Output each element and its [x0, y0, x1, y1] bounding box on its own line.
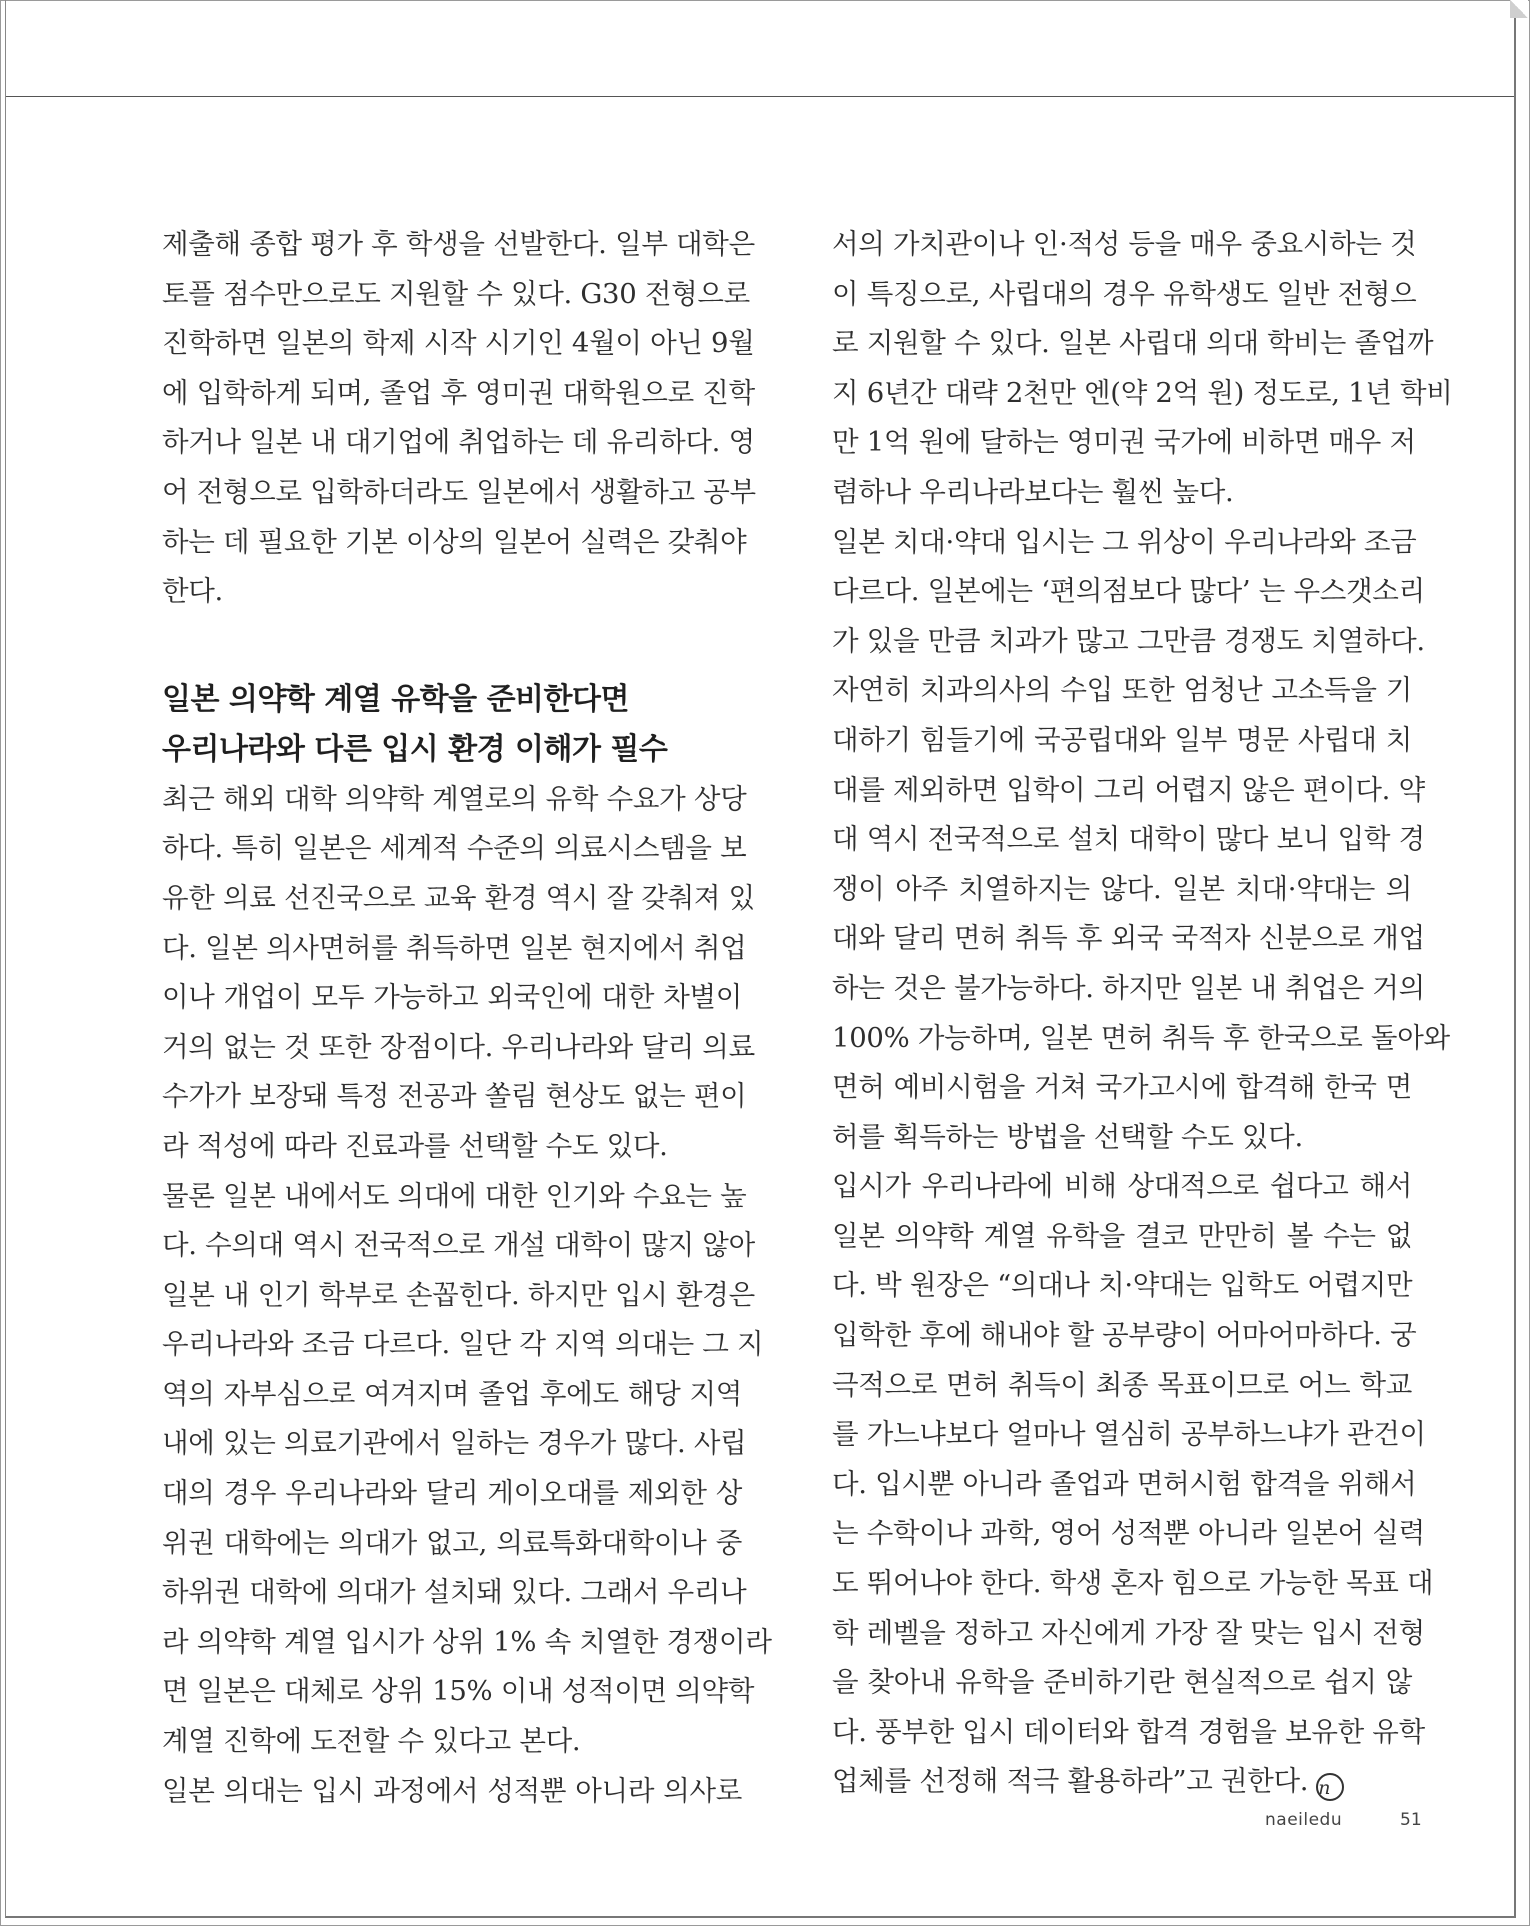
text-line: 쟁이 아주 치열하지는 않다. 일본 치대·약대는 의	[832, 872, 1412, 905]
text-line: 이나 개업이 모두 가능하고 외국인에 대한 차별이	[162, 981, 742, 1014]
text-line: 라 의약학 계열 입시가 상위 1% 속 치열한 경쟁이라	[162, 1625, 772, 1658]
text-line: 일본 의약학 계열 유학을 결코 만만히 볼 수는 없	[832, 1219, 1412, 1252]
text-line: 물론 일본 내에서도 의대에 대한 인기와 수요는 높	[162, 1179, 747, 1212]
text-line: 학 레벨을 정하고 자신에게 가장 잘 맞는 입시 전형	[832, 1616, 1425, 1649]
paragraph	[162, 220, 756, 617]
text-line: 일본 의대는 입시 과정에서 성적뿐 아니라 의사로	[162, 1774, 742, 1807]
text-line: 100% 가능하며, 일본 면허 취득 후 한국으로 돌아와	[832, 1021, 1450, 1054]
text-line: 이 특징으로, 사립대의 경우 유학생도 일반 전형으	[832, 277, 1417, 310]
text-line: 일본 치대·약대 입시는 그 위상이 우리나라와 조금	[832, 525, 1417, 558]
section-heading	[162, 675, 742, 775]
text-line: 렴하나 우리나라보다는 훨씬 높다.	[832, 475, 1234, 508]
text-line: 하위권 대학에 의대가 설치돼 있다. 그래서 우리나	[162, 1576, 747, 1609]
text-line: 다. 풍부한 입시 데이터와 합격 경험을 보유한 유학	[832, 1715, 1425, 1748]
text-line: 만 1억 원에 달하는 영미권 국가에 비하면 매우 저	[832, 426, 1416, 459]
text-line: 계열 진학에 도전할 수 있다고 본다.	[162, 1725, 581, 1758]
paragraph	[832, 518, 1450, 1163]
text-line: 위권 대학에는 의대가 없고, 의료특화대학이나 중	[162, 1526, 742, 1559]
text-line: 가 있을 만큼 치과가 많고 그만큼 경쟁도 치열하다.	[832, 624, 1425, 657]
final-text: 업체를 선정해 적극 활용하라”고 권한다.	[832, 1765, 1309, 1798]
text-line: 입학한 후에 해내야 할 공부량이 어마어마하다. 궁	[832, 1319, 1417, 1352]
text-line: 극적으로 면허 취득이 최종 목표이므로 어느 학교	[832, 1368, 1412, 1401]
text-line: 일본 내 인기 학부로 손꼽힌다. 하지만 입시 환경은	[162, 1278, 755, 1311]
text-line: 에 입학하게 되며, 졸업 후 영미권 대학원으로 진학	[162, 376, 755, 409]
paragraph	[832, 220, 1453, 518]
text-line: 다. 일본 의사면허를 취득하면 일본 현지에서 취업	[162, 931, 747, 964]
heading-line: 일본 의약학 계열 유학을 준비한다면	[162, 681, 629, 717]
text-line: 지 6년간 대략 2천만 엔(약 2억 원) 정도로, 1년 학비	[832, 376, 1453, 409]
right-column	[832, 220, 1453, 1807]
text-line: 거의 없는 것 또한 장점이다. 우리나라와 달리 의료	[162, 1030, 755, 1063]
text-line: 라 적성에 따라 진료과를 선택할 수도 있다.	[162, 1129, 668, 1162]
text-line: 자연히 치과의사의 수입 또한 엄청난 고소득을 기	[832, 674, 1412, 707]
text-line: 로 지원할 수 있다. 일본 사립대 의대 학비는 졸업까	[832, 327, 1434, 360]
text-line: 제출해 종합 평가 후 학생을 선발한다. 일부 대학은	[162, 228, 755, 260]
text-line: 허를 획득하는 방법을 선택할 수도 있다.	[832, 1120, 1303, 1153]
text-line: 대와 달리 면허 취득 후 외국 국적자 신분으로 개업	[832, 922, 1425, 955]
end-mark-icon: n	[1316, 1773, 1344, 1801]
text-line: 도 뛰어나야 한다. 학생 혼자 힘으로 가능한 목표 대	[832, 1567, 1434, 1600]
footer-brand: naeiledu	[1265, 1810, 1343, 1830]
left-column	[162, 220, 772, 1816]
text-line: 내에 있는 의료기관에서 일하는 경우가 많다. 사립	[162, 1427, 747, 1460]
text-line: 다. 입시뿐 아니라 졸업과 면허시험 합격을 위해서	[832, 1467, 1417, 1500]
text-line: 면 일본은 대체로 상위 15% 이내 성적이면 의약학	[162, 1675, 755, 1708]
text-line: 서의 가치관이나 인·적성 등을 매우 중요시하는 것	[832, 228, 1417, 260]
text-line: 하는 데 필요한 기본 이상의 일본어 실력은 갖춰야	[162, 525, 747, 558]
heading-line: 우리나라와 다른 입시 환경 이해가 필수	[162, 731, 668, 767]
text-line: 진학하면 일본의 학제 시작 시기인 4월이 아닌 9월	[162, 327, 755, 360]
text-line: 우리나라와 조금 다르다. 일단 각 지역 의대는 그 지	[162, 1328, 764, 1361]
text-line: 입시가 우리나라에 비해 상대적으로 쉽다고 해서	[832, 1170, 1412, 1203]
text-line-final	[832, 1757, 1412, 1807]
text-line: 하는 것은 불가능하다. 하지만 일본 내 취업은 거의	[832, 971, 1425, 1004]
text-line: 대를 제외하면 입학이 그리 어렵지 않은 편이다. 약	[832, 773, 1425, 806]
text-line: 어 전형으로 입학하더라도 일본에서 생활하고 공부	[162, 475, 756, 508]
text-line: 을 찾아내 유학을 준비하기란 현실적으로 쉽지 않	[832, 1666, 1412, 1699]
text-line: 역의 자부심으로 여겨지며 졸업 후에도 해당 지역	[162, 1377, 742, 1410]
text-line: 수가가 보장돼 특정 전공과 쏠림 현상도 없는 편이	[162, 1080, 747, 1113]
text-line: 하거나 일본 내 대기업에 취업하는 데 유리하다. 영	[162, 426, 755, 459]
paragraph	[162, 1172, 772, 1767]
page-number: 51	[1400, 1810, 1422, 1830]
text-line: 는 수학이나 과학, 영어 성적뿐 아니라 일본어 실력	[832, 1517, 1425, 1550]
text-line: 대하기 힘들기에 국공립대와 일부 명문 사립대 치	[832, 723, 1412, 756]
text-line: 다. 박 원장은 “의대나 치·약대는 입학도 어렵지만	[832, 1269, 1413, 1302]
text-line: 유한 의료 선진국으로 교육 환경 역시 잘 갖춰져 있	[162, 881, 755, 914]
text-line: 한다.	[162, 575, 223, 608]
paragraph	[832, 1162, 1434, 1807]
paragraph	[162, 1767, 742, 1817]
text-line: 토플 점수만으로도 지원할 수 있다. G30 전형으로	[162, 277, 750, 310]
text-line: 하다. 특히 일본은 세계적 수준의 의료시스템을 보	[162, 832, 747, 865]
text-line: 대의 경우 우리나라와 달리 게이오대를 제외한 상	[162, 1477, 742, 1510]
text-line: 를 가느냐보다 얼마나 열심히 공부하느냐가 관건이	[832, 1418, 1426, 1451]
text-line: 면허 예비시험을 거쳐 국가고시에 합격해 한국 면	[832, 1071, 1412, 1104]
text-line: 대 역시 전국적으로 설치 대학이 많다 보니 입학 경	[832, 823, 1425, 856]
paragraph	[162, 775, 755, 1172]
page-corner	[1510, 0, 1528, 18]
text-line: 다. 수의대 역시 전국적으로 개설 대학이 많지 않아	[162, 1229, 755, 1262]
text-line: 최근 해외 대학 의약학 계열로의 유학 수요가 상당	[162, 782, 747, 815]
header-rule	[6, 96, 1514, 97]
text-line: 다르다. 일본에는 ‘편의점보다 많다’ 는 우스갯소리	[832, 575, 1425, 608]
